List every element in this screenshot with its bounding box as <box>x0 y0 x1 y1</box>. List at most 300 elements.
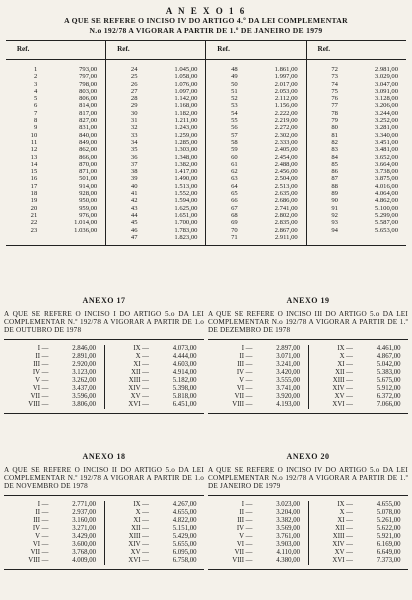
value-cell: 797,00 <box>40 73 105 80</box>
ref-cell: 21 <box>30 211 38 219</box>
ref-cell: 94 <box>331 226 338 234</box>
table-row <box>6 234 406 241</box>
dash-separator: — <box>41 360 49 368</box>
ref-cell: 56 <box>231 124 238 132</box>
table-row <box>6 168 406 175</box>
dash-separator: — <box>245 360 253 368</box>
value: 5.921,00 <box>376 532 401 540</box>
value-cell: 3.047,00 <box>374 80 398 88</box>
list-item <box>208 345 308 353</box>
value-cell: 1.168,00 <box>140 102 205 109</box>
list-item <box>309 501 409 509</box>
value-cell: 2.405,00 <box>241 146 306 153</box>
roman-numeral: VI <box>236 540 244 548</box>
roman-numeral: XV <box>130 548 141 556</box>
value: 2.897,00 <box>276 344 300 352</box>
dash-separator: — <box>41 500 49 508</box>
list-item <box>105 377 205 385</box>
roman-numeral: XIII <box>128 376 141 384</box>
ref-cell: 64 <box>231 182 238 190</box>
table-header-row <box>6 41 406 60</box>
ref-cell: 46 <box>130 226 138 234</box>
value-cell: 1.142,00 <box>140 95 205 102</box>
value: 7.373,00 <box>376 556 401 564</box>
dash-separator: — <box>41 540 49 548</box>
table-row <box>6 132 406 139</box>
value-cell: 1.211,00 <box>140 117 205 124</box>
ref-cell: 48 <box>231 66 238 73</box>
roman-numeral: III <box>237 360 244 368</box>
value-cell <box>40 234 105 241</box>
anexo-20-left-column <box>208 501 309 565</box>
roman-numeral: V <box>239 376 244 384</box>
ref-cell: 5 <box>33 95 38 103</box>
ref-cell: 40 <box>130 182 138 190</box>
value: 3.241,00 <box>276 360 300 368</box>
dash-separator: — <box>142 508 149 516</box>
value-cell: 798,00 <box>40 81 105 88</box>
list-item <box>309 385 409 393</box>
roman-numeral: IV <box>32 368 40 376</box>
roman-numeral: V <box>239 532 244 540</box>
dash-separator: — <box>346 360 353 368</box>
list-item <box>208 353 308 361</box>
anexo-18-left-column <box>4 501 105 565</box>
ref-cell: 37 <box>130 160 138 168</box>
value: 5.261,00 <box>376 516 401 524</box>
value-cell: 2.802,00 <box>241 212 306 219</box>
value: 2.937,00 <box>72 508 96 516</box>
ref-cell: 20 <box>30 204 38 212</box>
value-cell: 5.100,00 <box>374 204 398 212</box>
ref-cell: 74 <box>331 80 338 88</box>
anexo-16-subtitle-line1: A QUE SE REFERE O INCISO IV DO ARTIGO 4.º DA LEI COMPLEMENTAR <box>64 16 348 25</box>
ref-cell: 73 <box>331 73 338 81</box>
ref-cell: 18 <box>30 190 38 198</box>
list-item <box>105 361 205 369</box>
list-item <box>208 557 308 565</box>
dash-separator: — <box>346 352 353 360</box>
value-header <box>341 41 406 60</box>
ref-cell: 13 <box>30 153 38 161</box>
value: 5.078,00 <box>376 508 401 516</box>
anexo-18-title: ANEXO 18 <box>82 452 126 461</box>
value-cell: 2.454,00 <box>241 154 306 161</box>
roman-numeral: II <box>35 352 40 360</box>
ref-cell: 92 <box>331 211 338 219</box>
anexo-20-section <box>208 452 408 570</box>
value-cell: 840,00 <box>40 132 105 139</box>
anexo-17-left-column <box>4 345 105 409</box>
value-cell: 501,00 <box>40 175 105 182</box>
value-cell: 2.053,00 <box>241 88 306 95</box>
value-cell: 4.862,00 <box>374 197 398 205</box>
value: 4.009,00 <box>72 556 96 564</box>
roman-numeral: XIV <box>332 384 345 392</box>
list-item <box>309 557 409 565</box>
ref-cell <box>6 234 40 241</box>
dash-separator: — <box>346 368 353 376</box>
dash-separator: — <box>142 400 149 408</box>
list-item <box>4 401 104 409</box>
list-item <box>309 377 409 385</box>
value-cell: 2.302,00 <box>241 132 306 139</box>
ref-cell: 15 <box>30 168 38 176</box>
value-cell: 3.652,00 <box>374 153 398 161</box>
dash-separator: — <box>41 352 49 360</box>
value: 6.758,00 <box>172 556 197 564</box>
dash-separator: — <box>245 392 253 400</box>
list-item <box>309 361 409 369</box>
value: 3.761,00 <box>276 532 300 540</box>
ref-cell: 51 <box>231 87 238 95</box>
roman-numeral: IX <box>337 500 345 508</box>
roman-numeral: III <box>237 516 244 524</box>
value: 4.193,00 <box>276 400 300 408</box>
value: 6.372,00 <box>376 392 401 400</box>
list-item <box>4 557 104 565</box>
roman-numeral: VIII <box>28 556 40 564</box>
dash-separator: — <box>245 532 253 540</box>
roman-numeral: VI <box>236 384 244 392</box>
anexo-19-table <box>208 339 408 414</box>
value-cell: 3.481,00 <box>374 146 398 154</box>
table-row <box>6 212 406 219</box>
value-cell: 814,00 <box>40 102 105 109</box>
list-item <box>105 501 205 509</box>
dash-separator: — <box>245 368 253 376</box>
table-row <box>6 117 406 124</box>
anexo-19-right-column <box>309 345 409 409</box>
roman-numeral: I <box>241 500 244 508</box>
value-cell: 1.045,00 <box>140 66 205 73</box>
table-row <box>6 146 406 153</box>
value-cell: 803,00 <box>40 88 105 95</box>
ref-cell: 52 <box>231 95 238 103</box>
table-row <box>6 102 406 109</box>
ref-cell: 58 <box>231 138 238 146</box>
dash-separator: — <box>245 344 253 352</box>
value: 6.451,00 <box>172 400 197 408</box>
anexo-18-table <box>4 495 204 570</box>
list-item <box>4 345 104 353</box>
value-cell: 3.340,00 <box>374 131 398 139</box>
anexo-16-title: A N E X O 1 6 <box>165 6 247 16</box>
ref-cell: 63 <box>231 175 238 183</box>
value-cell: 2.456,00 <box>241 168 306 175</box>
list-item <box>105 369 205 377</box>
value-cell: 5.587,00 <box>374 219 398 227</box>
list-item <box>4 509 104 517</box>
roman-numeral: IV <box>32 524 40 532</box>
roman-numeral: XIII <box>332 532 345 540</box>
list-item <box>105 517 205 525</box>
roman-numeral: XVI <box>128 400 141 408</box>
dash-separator: — <box>142 368 149 376</box>
value-cell: 5.299,00 <box>374 211 398 219</box>
ref-cell: 3 <box>33 80 38 88</box>
ref-cell: 59 <box>231 146 238 154</box>
ref-cell: 44 <box>130 211 138 219</box>
value-cell: 793,00 <box>40 66 105 73</box>
ref-cell: 78 <box>331 109 338 117</box>
dash-separator: — <box>346 556 353 564</box>
ref-cell: 4 <box>33 87 38 95</box>
list-item <box>105 541 205 549</box>
list-item <box>309 369 409 377</box>
list-item <box>4 541 104 549</box>
value: 4.867,00 <box>376 352 401 360</box>
roman-numeral: II <box>35 508 40 516</box>
value-cell: 2.686,00 <box>241 197 306 204</box>
value-cell: 1.303,00 <box>140 146 205 153</box>
ref-cell: 86 <box>331 168 338 176</box>
ref-cell: 2 <box>33 73 38 81</box>
roman-numeral: XV <box>130 392 141 400</box>
value-cell: 3.451,00 <box>374 138 398 146</box>
roman-numeral: IX <box>133 500 141 508</box>
ref-cell: 50 <box>231 80 238 88</box>
value-cell: 1.997,00 <box>241 73 306 80</box>
value-cell: 976,00 <box>40 212 105 219</box>
value-cell: 2.272,00 <box>241 124 306 131</box>
ref-cell: 70 <box>231 226 238 234</box>
roman-numeral: XI <box>337 360 345 368</box>
value-cell: 1.861,00 <box>241 66 306 73</box>
value-cell: 3.206,00 <box>374 102 398 110</box>
ref-cell: 54 <box>231 109 238 117</box>
roman-numeral: X <box>135 508 141 516</box>
dash-separator: — <box>346 524 353 532</box>
roman-numeral: XII <box>131 368 141 376</box>
ref-cell: 65 <box>231 190 238 198</box>
value: 5.675,00 <box>376 376 401 384</box>
value: 5.042,00 <box>376 360 401 368</box>
value-cell: 1.348,00 <box>140 154 205 161</box>
anexo-19-left-column <box>208 345 309 409</box>
value-cell: 1.243,00 <box>140 124 205 131</box>
roman-numeral: XII <box>335 524 345 532</box>
value: 4.380,00 <box>276 556 300 564</box>
dash-separator: — <box>41 516 49 524</box>
value: 3.262,00 <box>72 376 96 384</box>
roman-numeral: XI <box>337 516 345 524</box>
value: 5.622,00 <box>376 524 401 532</box>
dash-separator: — <box>41 344 49 352</box>
list-item <box>208 501 308 509</box>
value: 3.903,00 <box>276 540 300 548</box>
roman-numeral: IV <box>236 524 244 532</box>
table-row <box>6 81 406 88</box>
value-cell: 1.097,00 <box>140 88 205 95</box>
ref-cell: 33 <box>130 131 138 139</box>
dash-separator: — <box>245 400 253 408</box>
roman-numeral: X <box>135 352 141 360</box>
table-row <box>6 139 406 146</box>
roman-numeral: XV <box>334 392 345 400</box>
dash-separator: — <box>142 556 149 564</box>
dash-separator: — <box>245 524 253 532</box>
value-cell: 1.076,00 <box>140 81 205 88</box>
value: 2.920,00 <box>72 360 96 368</box>
dash-separator: — <box>346 508 353 516</box>
roman-numeral: XIV <box>332 540 345 548</box>
value-cell: 831,00 <box>40 124 105 131</box>
ref-cell: 91 <box>331 204 338 212</box>
list-item <box>105 353 205 361</box>
value: 3.420,00 <box>276 368 300 376</box>
ref-cell: 45 <box>130 219 138 227</box>
dash-separator: — <box>41 376 49 384</box>
ref-cell: 12 <box>30 146 38 154</box>
ref-cell: 81 <box>331 131 338 139</box>
roman-numeral: I <box>37 500 40 508</box>
ref-cell: 57 <box>231 131 238 139</box>
dash-separator: — <box>142 376 149 384</box>
value: 5.151,00 <box>172 524 197 532</box>
value-cell: 1.594,00 <box>140 197 205 204</box>
dash-separator: — <box>346 392 353 400</box>
value-cell: 3.738,00 <box>374 168 398 176</box>
roman-numeral: VIII <box>232 556 244 564</box>
dash-separator: — <box>142 344 149 352</box>
anexo-18-description: A QUE SE REFERE O INCISO II DO ARTIGO 5.o DA LEI COMPLEMENTAR N.º 192/78 A VIGORAR A PARTIR DE 1.o DE NOVEMBRO DE 1978 <box>4 466 204 491</box>
ref-cell: 11 <box>30 138 38 146</box>
list-item <box>208 401 308 409</box>
ref-cell: 80 <box>331 124 338 132</box>
dash-separator: — <box>346 548 353 556</box>
roman-numeral: IV <box>236 368 244 376</box>
dash-separator: — <box>142 392 149 400</box>
anexo-17-title: ANEXO 17 <box>82 296 126 305</box>
value: 4.267,00 <box>172 500 197 508</box>
anexo-20-table <box>208 495 408 570</box>
list-item <box>309 393 409 401</box>
value: 3.600,00 <box>72 540 96 548</box>
list-item <box>4 369 104 377</box>
value-cell: 3.029,00 <box>374 73 398 81</box>
roman-numeral: VII <box>234 548 244 556</box>
value-cell: 1.513,00 <box>140 183 205 190</box>
dash-separator: — <box>142 540 149 548</box>
roman-numeral: VII <box>234 392 244 400</box>
list-item <box>208 369 308 377</box>
list-item <box>4 353 104 361</box>
value-cell: 827,00 <box>40 117 105 124</box>
ref-cell: 1 <box>33 66 38 73</box>
list-item <box>4 517 104 525</box>
value: 3.071,00 <box>276 352 300 360</box>
value-cell: 817,00 <box>40 110 105 117</box>
value-cell: 914,00 <box>40 183 105 190</box>
table-row <box>6 205 406 212</box>
value-cell: 2.981,00 <box>374 66 398 73</box>
ref-cell: 28 <box>130 95 138 103</box>
value: 5.655,00 <box>172 540 197 548</box>
table-row <box>6 190 406 197</box>
ref-cell: 88 <box>331 182 338 190</box>
list-item <box>4 377 104 385</box>
value-cell: 1.823,00 <box>140 234 205 241</box>
list-item <box>105 401 205 409</box>
ref-cell: 49 <box>231 73 238 81</box>
dash-separator: — <box>346 400 353 408</box>
dash-separator: — <box>142 524 149 532</box>
list-item <box>309 549 409 557</box>
value: 4.655,00 <box>172 508 197 516</box>
value-cell <box>341 234 406 241</box>
value: 3.204,00 <box>276 508 300 516</box>
ref-cell: 9 <box>33 124 38 132</box>
roman-numeral: XVI <box>332 556 345 564</box>
dash-separator: — <box>245 548 253 556</box>
ref-cell: 71 <box>231 233 238 241</box>
value-cell: 1.285,00 <box>140 139 205 146</box>
dash-separator: — <box>346 532 353 540</box>
anexo-20-right-column <box>309 501 409 565</box>
list-item <box>105 509 205 517</box>
ref-cell: 69 <box>231 219 238 227</box>
ref-cell: 25 <box>130 73 138 81</box>
ref-cell: 89 <box>331 190 338 198</box>
value: 2.771,00 <box>72 500 96 508</box>
list-item <box>309 509 409 517</box>
list-item <box>309 533 409 541</box>
dash-separator: — <box>142 384 149 392</box>
value-cell: 2.333,00 <box>241 139 306 146</box>
value-cell: 3.281,00 <box>374 124 398 132</box>
roman-numeral: III <box>33 360 40 368</box>
value-cell: 2.867,00 <box>241 227 306 234</box>
ref-cell: 61 <box>231 160 238 168</box>
list-item <box>4 549 104 557</box>
value-cell: 1.417,00 <box>140 168 205 175</box>
value-cell: 2.513,00 <box>241 183 306 190</box>
value: 4.914,00 <box>172 368 197 376</box>
list-item <box>208 377 308 385</box>
value-cell: 1.058,00 <box>140 73 205 80</box>
table-row <box>6 175 406 182</box>
ref-cell: 53 <box>231 102 238 110</box>
dash-separator: — <box>41 556 49 564</box>
ref-cell: 62 <box>231 168 238 176</box>
ref-cell: 22 <box>30 219 38 227</box>
ref-cell: 10 <box>30 131 38 139</box>
dash-separator: — <box>346 516 353 524</box>
dash-separator: — <box>41 548 49 556</box>
ref-header: Ref. <box>206 41 241 60</box>
value: 3.741,00 <box>276 384 300 392</box>
ref-header: Ref. <box>106 41 141 60</box>
ref-cell: 16 <box>30 175 38 183</box>
ref-header: Ref. <box>306 41 341 60</box>
dash-separator: — <box>346 500 353 508</box>
ref-cell: 14 <box>30 160 38 168</box>
list-item <box>208 361 308 369</box>
value: 3.382,00 <box>276 516 300 524</box>
list-item <box>208 541 308 549</box>
value-cell: 950,00 <box>40 197 105 204</box>
ref-cell: 83 <box>331 146 338 154</box>
value: 4.655,00 <box>376 500 401 508</box>
value: 3.555,00 <box>276 376 300 384</box>
roman-numeral: IX <box>133 344 141 352</box>
value: 4.603,00 <box>172 360 197 368</box>
dash-separator: — <box>346 540 353 548</box>
anexo-17-section <box>4 296 204 414</box>
list-item <box>105 385 205 393</box>
value-cell: 4.064,00 <box>374 190 398 198</box>
